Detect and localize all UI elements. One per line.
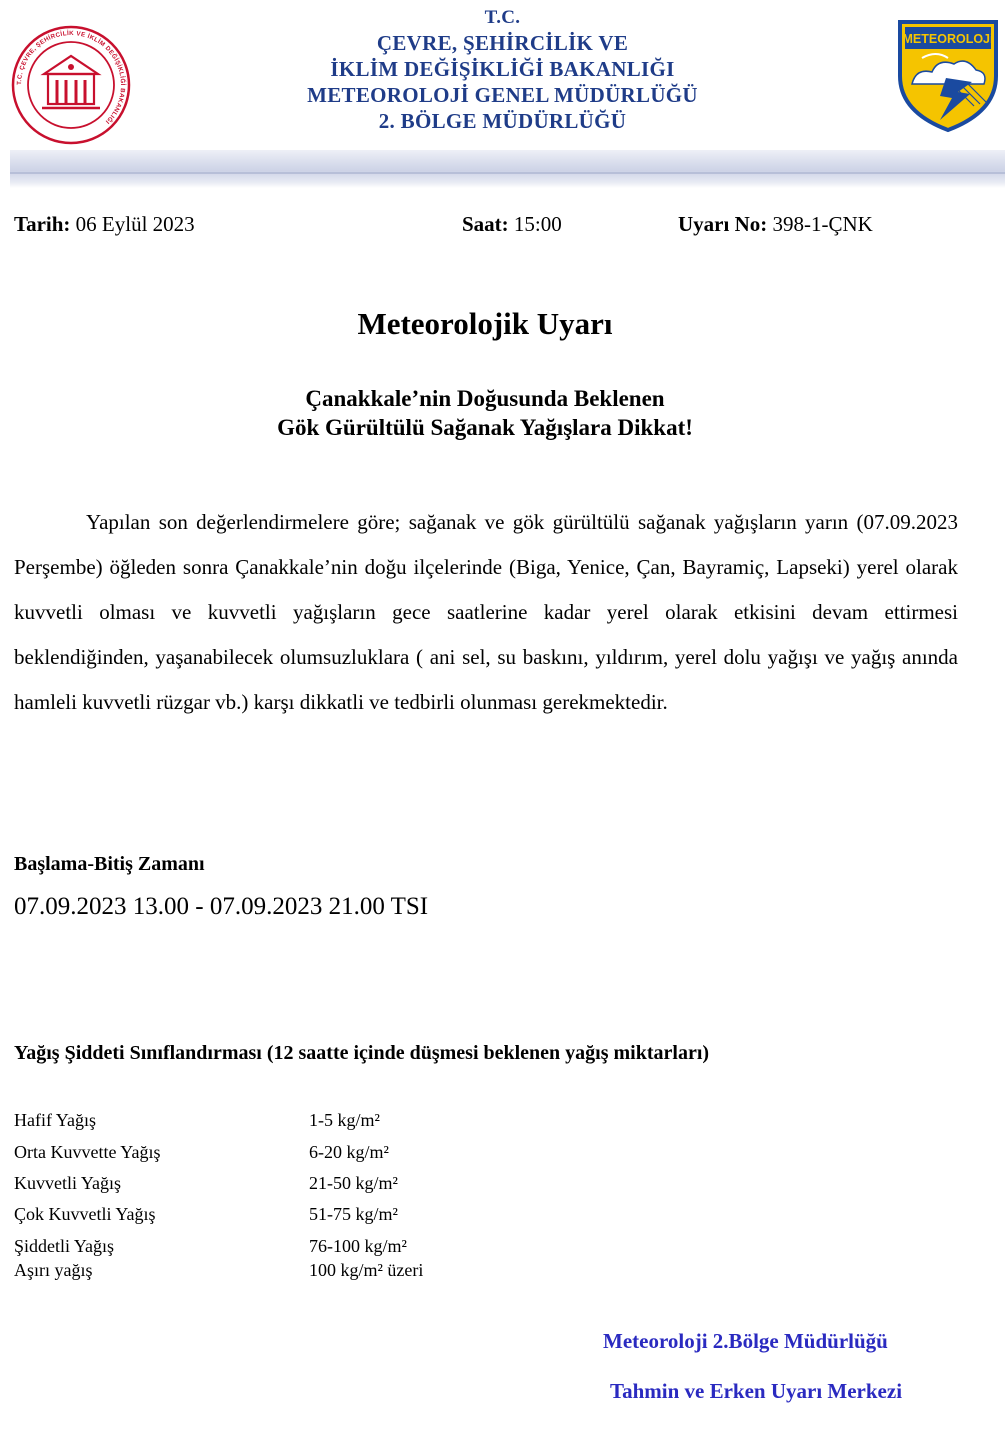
subtitle-line-2: Gök Gürültülü Sağanak Yağışlara Dikkat! bbox=[277, 415, 693, 440]
signature-center: Tahmin ve Erken Uyarı Merkezi bbox=[610, 1379, 903, 1403]
header-line-region: 2. BÖLGE MÜDÜRLÜĞÜ bbox=[378, 109, 627, 133]
header-line-directorate: METEOROLOJİ GENEL MÜDÜRLÜĞÜ bbox=[307, 83, 698, 107]
warning-number-label: Uyarı No: bbox=[678, 212, 768, 236]
meteoroloji-shield-logo bbox=[896, 18, 1000, 134]
warning-body-text: Yapılan son değerlendirmelere göre; sağanak ve gök gürültülü sağanak yağışların yarın (07.09.2023 Perşembe) öğleden sonra Çanakkale’nin doğu ilçelerinde (Biga, Yenice, Çan, Bayramiç, Lapseki) yerel olarak kuvvetli olması ve kuvvetli yağışların gece saatlerine kadar yerel olarak etkisini devam ettirmesi beklendiğinden, yaşanabilecek olumsuzluklara ( ani sel, su baskını, yıldırım, yerel dolu yağışı ve yağış anında hamleli kuvvetli rüzgar vb.) karşı dikkatli ve tedbirli olunması gerekmektedir. bbox=[14, 510, 958, 714]
classification-value: 6-20 kg/m² bbox=[309, 1142, 389, 1162]
warning-number-value: 398-1-ÇNK bbox=[772, 212, 873, 236]
classification-value: 21-50 kg/m² bbox=[309, 1173, 398, 1193]
date-value: 06 Eylül 2023 bbox=[75, 212, 195, 236]
classification-name: Aşırı yağış bbox=[14, 1260, 93, 1280]
classification-name: Şiddetli Yağış bbox=[14, 1236, 115, 1256]
classification-value: 76-100 kg/m² bbox=[309, 1236, 407, 1256]
header-line-ministry-2: İKLİM DEĞİŞİKLİĞİ BAKANLIĞI bbox=[330, 57, 675, 81]
svg-text:T.C. ÇEVRE, ŞEHİRCİLİK VE İKLİ: T.C. ÇEVRE, ŞEHİRCİLİK VE İKLİM DEĞİŞİKLİĞİ BAKANLIĞI bbox=[15, 29, 127, 126]
classification-name: Çok Kuvvetli Yağış bbox=[14, 1204, 156, 1224]
date-label: Tarih: bbox=[14, 212, 71, 236]
time-label: Saat: bbox=[462, 212, 509, 236]
subtitle-line-1: Çanakkale’nin Doğusunda Beklenen bbox=[305, 386, 665, 411]
classification-name: Kuvvetli Yağış bbox=[14, 1173, 122, 1193]
classification-value: 51-75 kg/m² bbox=[309, 1204, 398, 1224]
header-line-tc: T.C. bbox=[484, 7, 521, 28]
header-line-ministry-1: ÇEVRE, ŞEHİRCİLİK VE bbox=[376, 31, 629, 55]
classification-title: Yağış Şiddeti Sınıflandırması (12 saatte içinde düşmesi beklenen yağış miktarları) bbox=[14, 1042, 710, 1064]
time-value: 15:00 bbox=[513, 212, 562, 236]
signature-office: Meteoroloji 2.Bölge Müdürlüğü bbox=[603, 1329, 888, 1353]
time-field bbox=[462, 211, 562, 237]
date-field bbox=[14, 211, 195, 237]
header-separator bbox=[10, 150, 1005, 188]
institution-header bbox=[0, 6, 1005, 134]
svg-text:METEOROLOJi: METEOROLOJi bbox=[902, 32, 994, 46]
classification-name: Orta Kuvvette Yağış bbox=[14, 1142, 161, 1162]
warning-number-field bbox=[678, 211, 873, 237]
document-subtitle bbox=[0, 384, 970, 442]
classification-name: Hafif Yağış bbox=[14, 1110, 97, 1130]
classification-value: 1-5 kg/m² bbox=[309, 1110, 380, 1130]
period-value: 07.09.2023 13.00 - 07.09.2023 21.00 TSI bbox=[14, 893, 429, 920]
document-title: Meteorolojik Uyarı bbox=[357, 306, 613, 341]
period-label: Başlama-Bitiş Zamanı bbox=[14, 853, 205, 875]
classification-value: 100 kg/m² üzeri bbox=[309, 1260, 424, 1280]
